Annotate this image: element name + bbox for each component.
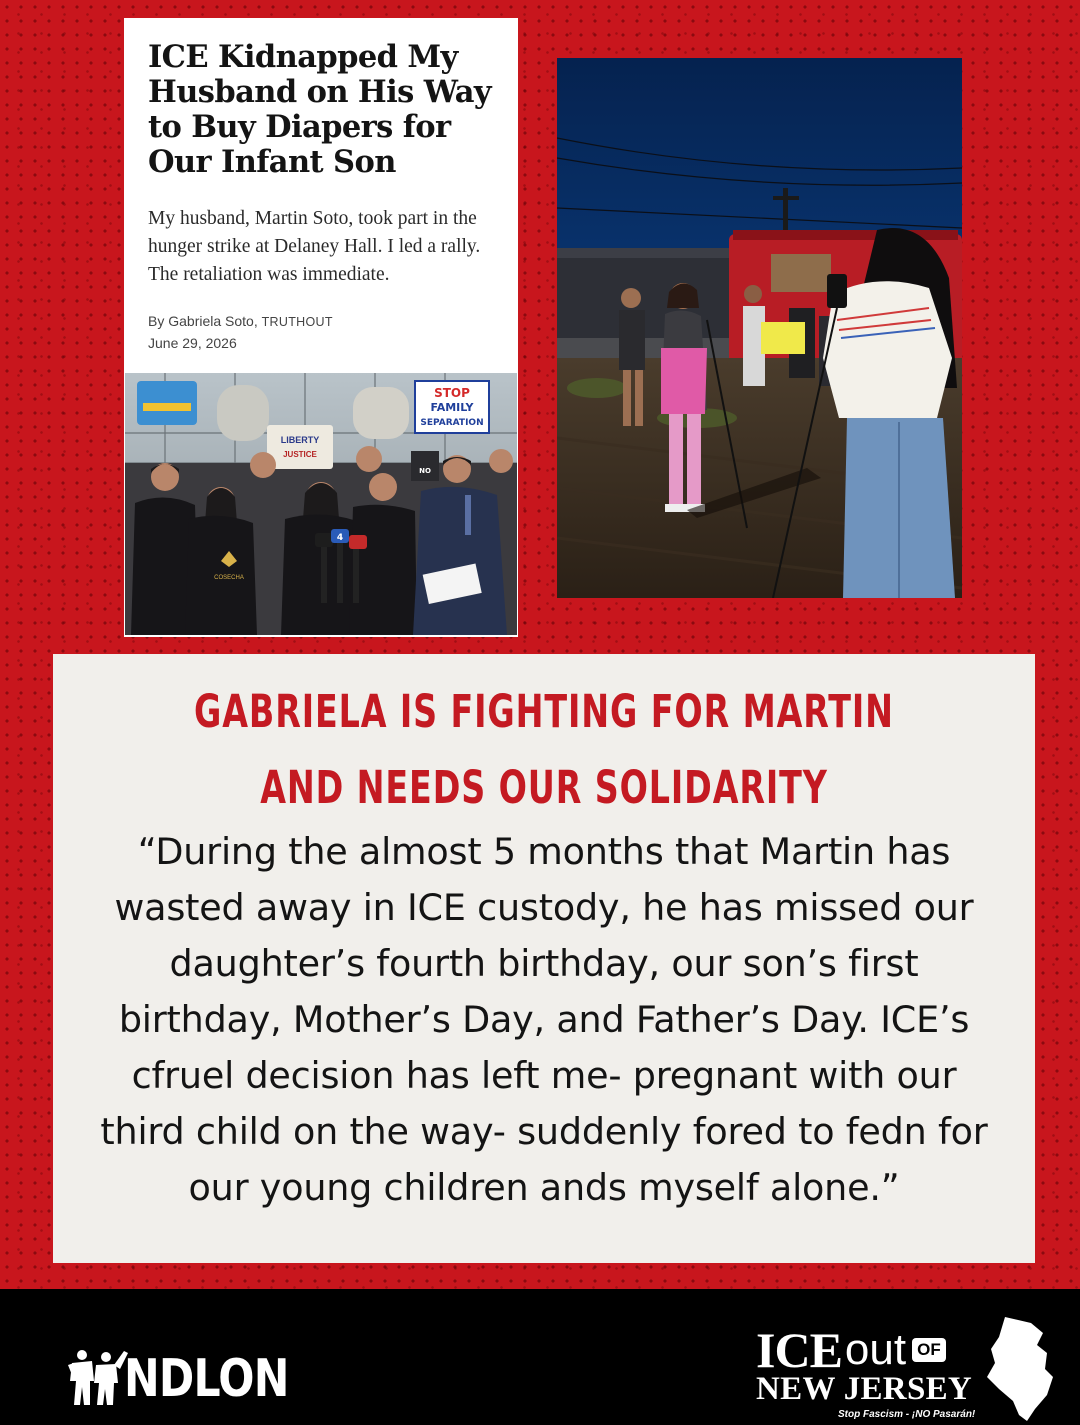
quote-panel <box>53 654 1035 1263</box>
new-jersey-map-icon <box>983 1315 1061 1423</box>
footer-band <box>0 1289 1080 1425</box>
iceout-out-text: out <box>844 1325 907 1374</box>
ice-out-nj-logo[interactable] <box>756 1315 1061 1423</box>
svg-text:COSECHA: COSECHA <box>214 575 244 581</box>
rally-photo <box>124 373 518 637</box>
field-rally-photo <box>557 58 962 598</box>
byline-outlet[interactable]: TRUTHOUT <box>261 315 333 329</box>
ndlon-wordmark: NDLON <box>124 1349 289 1409</box>
svg-text:JUSTICE: JUSTICE <box>283 450 317 459</box>
article-card[interactable] <box>124 18 518 373</box>
svg-text:NO: NO <box>419 467 431 475</box>
article-headline[interactable]: ICE Kidnapped My Husband on His Way to Buy Diapers for Our Infant Son <box>148 39 491 180</box>
iceout-state-text: NEW JERSEY <box>756 1371 973 1407</box>
iceout-tagline: Stop Fascism - ¡NO Pasarán! <box>838 1409 976 1420</box>
field-photo-illustration <box>557 58 962 598</box>
iceout-of-badge: OF <box>912 1338 946 1362</box>
ice-out-line <box>756 1322 946 1378</box>
byline-author: By Gabriela Soto, <box>148 313 262 329</box>
quote-heading-line2: AND NEEDS OUR SOLIDARITY <box>260 761 828 814</box>
rally-photo-illustration <box>125 373 517 635</box>
article-dek: My husband, Martin Soto, took part in the hunger strike at Delaney Hall. I led a rally. The retaliation was immediate. <box>148 208 481 285</box>
ndlon-logo[interactable] <box>68 1347 325 1409</box>
svg-text:4: 4 <box>336 533 344 543</box>
quote-heading-line1: GABRIELA IS FIGHTING FOR MARTIN <box>194 685 894 738</box>
svg-text:SEPARATION: SEPARATION <box>420 418 484 428</box>
sign-liberty: LIBERTY <box>280 435 320 445</box>
quote-text: “During the almost 5 months that Martin has wasted away in ICE custody, he has missed our daughter’s fourth birthday, our son’s first birthday, Mother’s Day, and Father’s Day. ICE’s cfruel decision has left me- pregnant with our third child on the way- suddenly fored to fedn for our young children ands myself alone.” <box>100 830 988 1209</box>
ndlon-figures-icon <box>68 1347 128 1405</box>
article-date: June 29, 2026 <box>148 335 237 351</box>
iceout-ice-text: ICE <box>756 1322 842 1378</box>
article-byline <box>148 313 494 329</box>
svg-text:STOP: STOP <box>434 386 470 400</box>
svg-text:FAMILY: FAMILY <box>430 401 474 414</box>
